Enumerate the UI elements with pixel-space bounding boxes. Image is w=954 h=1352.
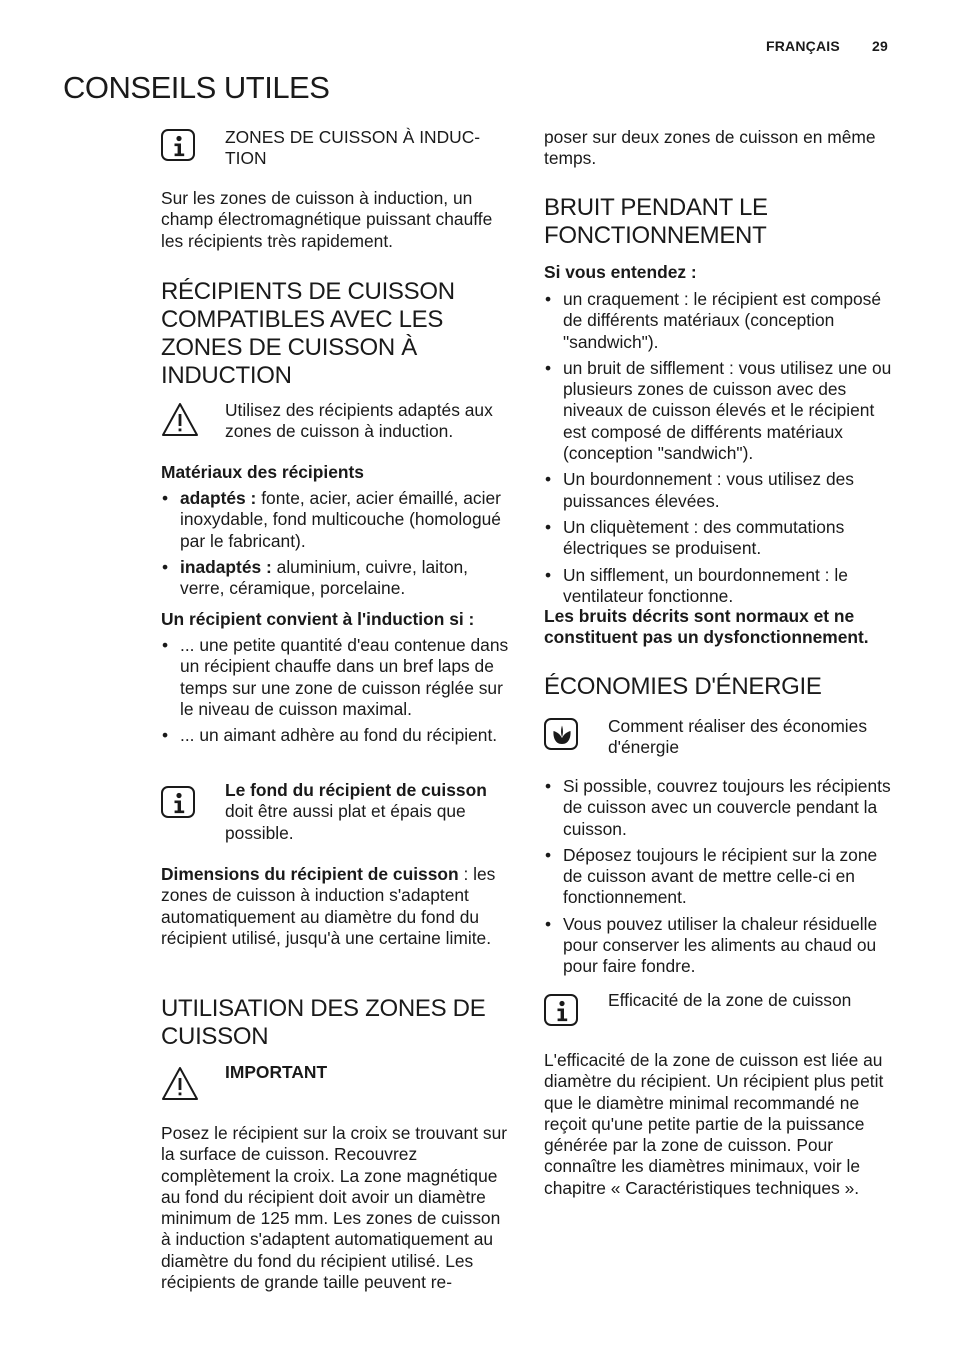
info-note-induction — [161, 127, 511, 170]
list-item: • un bruit de sifflement : vous utilisez une ou plusieurs zones de cuisson avec des niveaux de cuisson élevés et le récipient est composé de différents matériaux (conception "sandwich"). — [544, 358, 896, 464]
intro-paragraph: Sur les zones de cuisson à induction, un champ électromagnétique puissant chauffe les récipients très rapidement. — [161, 188, 493, 251]
page-header — [766, 38, 888, 54]
warning-icon — [161, 1066, 197, 1100]
efficiency-paragraph: L'efficacité de la zone de cuisson est liée au diamètre du récipient. Un récipient plus petit que le diamètre minimal recommandé ne reçoit qu'une petite partie de la puissance générée par la zone de cuisson. Pour connaître les diamètres minimaux, voir le chapitre « Caractéristiques techniques ». — [544, 1050, 884, 1198]
materials-heading: Matériaux des récipients — [161, 462, 364, 482]
list-item: • Vous pouvez utiliser la chaleur résiduelle pour conserver les aliments au chaud ou pour faire fondre. — [544, 914, 896, 978]
noise-heading: Si vous entendez : — [544, 262, 697, 282]
list-item — [161, 557, 511, 600]
info-note-pot-bottom — [161, 780, 511, 844]
info-note-line1: ZONES DE CUISSON À INDUC- — [225, 127, 481, 147]
section-title-compatible-cookware: RÉCIPIENTS DE CUISSON COMPATIBLES AVEC LES ZONES DE CUISSON À INDUCTION — [161, 278, 455, 389]
list-item: • ... un aimant adhère au fond du récipient. — [161, 725, 511, 746]
noise-note: Les bruits décrits sont normaux et ne constituent pas un dysfonctionnement. — [544, 606, 869, 648]
pot-bottom-text: doit être aussi plat et épais que possible. — [225, 801, 466, 843]
warning-icon — [161, 402, 197, 436]
warning-note-important — [161, 1062, 511, 1102]
warning-note-text: Utilisez des récipients adaptés aux zones de cuisson à induction. — [225, 400, 493, 442]
material-text: aluminium, cuivre, laiton, verre, céramique, porcelaine. — [180, 556, 469, 599]
list-item: • Déposez toujours le récipient sur la zone de cuisson avant de mettre celle-ci en fonctionnement. — [544, 845, 896, 909]
info-note-efficiency — [544, 990, 896, 1030]
material-label: inadaptés : — [180, 556, 272, 577]
eco-note-text: Comment réaliser des économies d'énergie — [608, 716, 868, 758]
dimensions-bold: Dimensions du récipient de cuisson — [161, 864, 459, 884]
materials-list — [161, 488, 511, 604]
pot-bottom-bold: Le fond du récipient de cuisson — [225, 780, 487, 800]
eco-tips-list — [544, 776, 896, 983]
suitable-heading: Un récipient convient à l'induction si : — [161, 609, 475, 629]
suitable-list — [161, 635, 511, 751]
section-title-usage: UTILISATION DES ZONES DE CUISSON — [161, 995, 486, 1050]
material-label: adaptés : — [180, 488, 257, 508]
info-icon — [161, 786, 197, 820]
info-icon — [161, 129, 197, 163]
dimensions-paragraph — [161, 864, 511, 949]
continued-paragraph: poser sur deux zones de cuisson en même temps. — [544, 127, 876, 169]
section-title-energy: ÉCONOMIES D'ÉNERGIE — [544, 673, 822, 700]
list-item: • Un bourdonnement : vous utilisez des puissances élevées. — [544, 469, 896, 512]
dimensions-text: : les zones de cuisson à induction s'adaptent automatiquement au diamètre du fond du récipient utilisé, jusqu'à une certaine limite. — [161, 864, 496, 948]
list-item: • un craquement : le récipient est composé de différents matériaux (conception "sandwich"). — [544, 289, 896, 353]
eco-note — [544, 716, 896, 759]
material-text: fonte, acier, acier émaillé, acier inoxydable, fond multicouche (homologué par le fabricant). — [180, 488, 501, 551]
important-label: IMPORTANT — [225, 1062, 328, 1082]
page-title: CONSEILS UTILES — [63, 70, 330, 105]
noise-list — [544, 289, 896, 612]
list-item — [161, 488, 511, 552]
list-item: • Si possible, couvrez toujours les récipients de cuisson avec un couvercle pendant la cuisson. — [544, 776, 896, 840]
section-title-noise: BRUIT PENDANT LE FONCTIONNEMENT — [544, 194, 768, 249]
list-item: • Un cliquètement : des commutations électriques se produisent. — [544, 517, 896, 560]
page-number: 29 — [872, 38, 888, 54]
list-item: • ... une petite quantité d'eau contenue dans un récipient chauffe dans un bref laps de temps sur une zone de cuisson réglée sur le niveau de cuisson maximal. — [161, 635, 511, 720]
info-icon — [544, 994, 580, 1028]
warning-note-cookware — [161, 400, 511, 443]
usage-paragraph: Posez le récipient sur la croix se trouvant sur la surface de cuisson. Recouvrez complètement la croix. La zone magnétique au fond du récipient doit avoir un diamètre minimum de 125 mm. Les zones de cuisson à induction s'adaptent automatiquement au diamètre du fond du récipient utilisé. Les récipients de grande taille peuvent re- — [161, 1123, 508, 1293]
leaf-icon — [544, 718, 580, 752]
info-note-line2: TION — [225, 148, 267, 169]
efficiency-note-text: Efficacité de la zone de cuisson — [608, 990, 852, 1010]
list-item: • Un sifflement, un bourdonnement : le ventilateur fonctionne. — [544, 565, 896, 608]
language-label: FRANÇAIS — [765, 38, 840, 54]
